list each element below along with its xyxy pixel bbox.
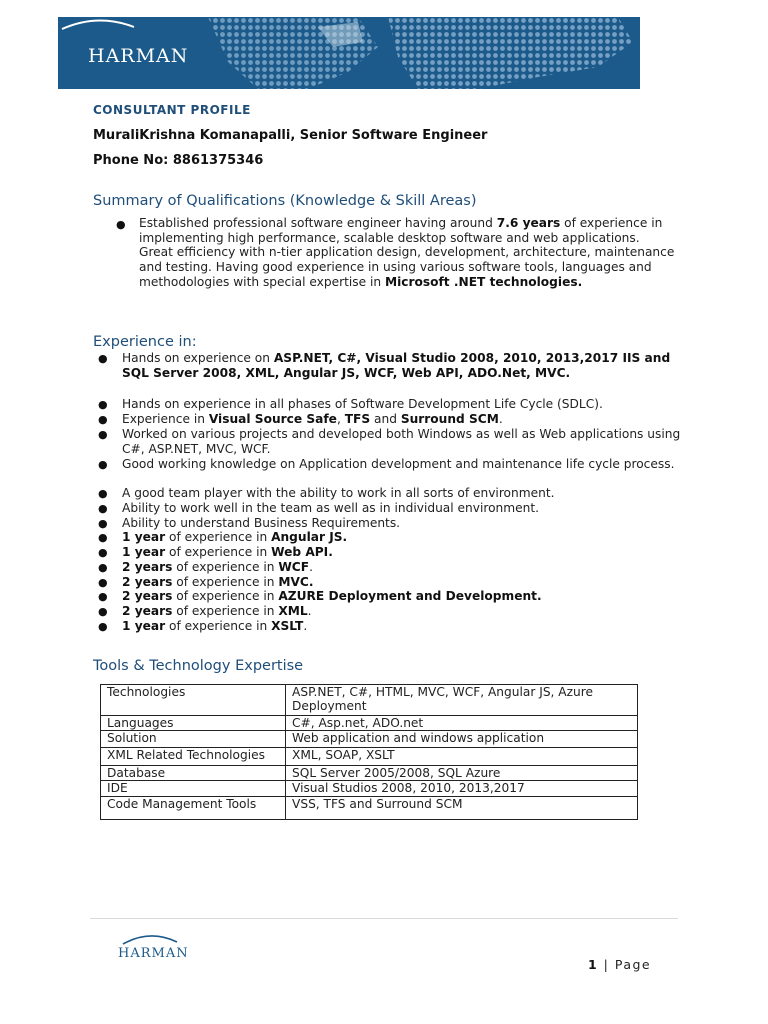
experience-heading: Experience in: — [93, 334, 197, 350]
bullet-icon: ● — [98, 517, 108, 530]
table-row — [101, 748, 638, 766]
table-cell: Languages — [101, 716, 286, 731]
table-cell: ASP.NET, C#, HTML, MVC, WCF, Angular JS, Azure Deployment — [286, 685, 638, 716]
list-item: 2 years of experience in XML. — [122, 604, 312, 618]
phone-number: Phone No: 8861375346 — [93, 153, 264, 168]
list-item: 2 years of experience in AZURE Deployment and Development. — [122, 589, 542, 603]
bullet-icon: ● — [98, 487, 108, 500]
bullet-icon: ● — [98, 502, 108, 515]
section-label: CONSULTANT PROFILE — [93, 103, 251, 117]
table-row — [101, 766, 638, 781]
bullet-icon: ● — [98, 352, 108, 365]
tools-heading: Tools & Technology Expertise — [93, 658, 304, 674]
harman-swoosh-icon — [58, 17, 138, 31]
list-item: 1 year of experience in Angular JS. — [122, 530, 348, 544]
table-row — [101, 685, 638, 716]
table-cell: C#, Asp.net, ADO.net — [286, 716, 638, 731]
page-number: 1 | Page — [588, 957, 652, 972]
bullet-icon: ● — [98, 561, 108, 574]
list-item: Hands on experience on ASP.NET, C#, Visual Studio 2008, 2010, 2013,2017 IIS and SQL Server 2008, XML, Angular JS, WCF, Web API, ADO.Net, MVC. — [122, 351, 671, 380]
header-banner — [58, 17, 640, 89]
harman-logo: HARMAN — [88, 45, 189, 67]
harman-swoosh-icon — [120, 932, 180, 946]
table-row — [101, 781, 638, 797]
table-cell: XML, SOAP, XSLT — [286, 748, 638, 766]
table-cell: Code Management Tools — [101, 797, 286, 820]
list-item: Ability to work well in the team as well as in individual environment. — [122, 501, 540, 515]
footer-logo: HARMAN — [118, 946, 189, 961]
list-item: Worked on various projects and developed both Windows as well as Web applications using C#, ASP.NET, MVC, WCF. — [122, 427, 681, 456]
bullet-icon: ● — [98, 398, 108, 411]
consultant-name: MuraliKrishna Komanapalli, Senior Software Engineer — [93, 128, 488, 143]
bullet-icon: ● — [98, 620, 108, 633]
bullet-icon: ● — [98, 458, 108, 471]
list-item: Experience in Visual Source Safe, TFS and Surround SCM. — [122, 412, 503, 426]
summary-text: Established professional software engineer having around 7.6 years of experience in implementing high performance, scalable desktop software and web applications. Great efficiency with n-tier application design, development, architecture, maintenance and testing. Having good experience in using various software tools, languages and methodologies with special expertise in Microsoft .NET technologies. — [139, 216, 675, 289]
table-cell: Database — [101, 766, 286, 781]
table-cell: Web application and windows application — [286, 731, 638, 748]
table-cell: IDE — [101, 781, 286, 797]
summary-heading: Summary of Qualifications (Knowledge & Skill Areas) — [93, 193, 477, 209]
table-row — [101, 797, 638, 820]
table-cell: VSS, TFS and Surround SCM — [286, 797, 638, 820]
table-row — [101, 716, 638, 731]
bullet-icon: ● — [98, 413, 108, 426]
table-row — [101, 731, 638, 748]
list-item: 2 years of experience in MVC. — [122, 575, 314, 589]
bullet-icon: ● — [116, 218, 126, 231]
bullet-icon: ● — [98, 576, 108, 589]
table-cell: Visual Studios 2008, 2010, 2013,2017 — [286, 781, 638, 797]
list-item: Good working knowledge on Application development and maintenance life cycle process. — [122, 457, 675, 471]
footer-divider — [90, 918, 678, 919]
list-item: A good team player with the ability to work in all sorts of environment. — [122, 486, 555, 500]
bullet-icon: ● — [98, 428, 108, 441]
table-cell: XML Related Technologies — [101, 748, 286, 766]
bullet-icon: ● — [98, 590, 108, 603]
table-cell: Solution — [101, 731, 286, 748]
bullet-icon: ● — [98, 531, 108, 544]
bullet-icon: ● — [98, 546, 108, 559]
list-item: 1 year of experience in Web API. — [122, 545, 333, 559]
table-cell: SQL Server 2005/2008, SQL Azure — [286, 766, 638, 781]
list-item: Hands on experience in all phases of Software Development Life Cycle (SDLC). — [122, 397, 603, 411]
list-item: Ability to understand Business Requirements. — [122, 516, 401, 530]
table-cell: Technologies — [101, 685, 286, 716]
list-item: 1 year of experience in XSLT. — [122, 619, 308, 633]
bullet-icon: ● — [98, 605, 108, 618]
tools-table — [100, 684, 638, 820]
list-item: 2 years of experience in WCF. — [122, 560, 313, 574]
